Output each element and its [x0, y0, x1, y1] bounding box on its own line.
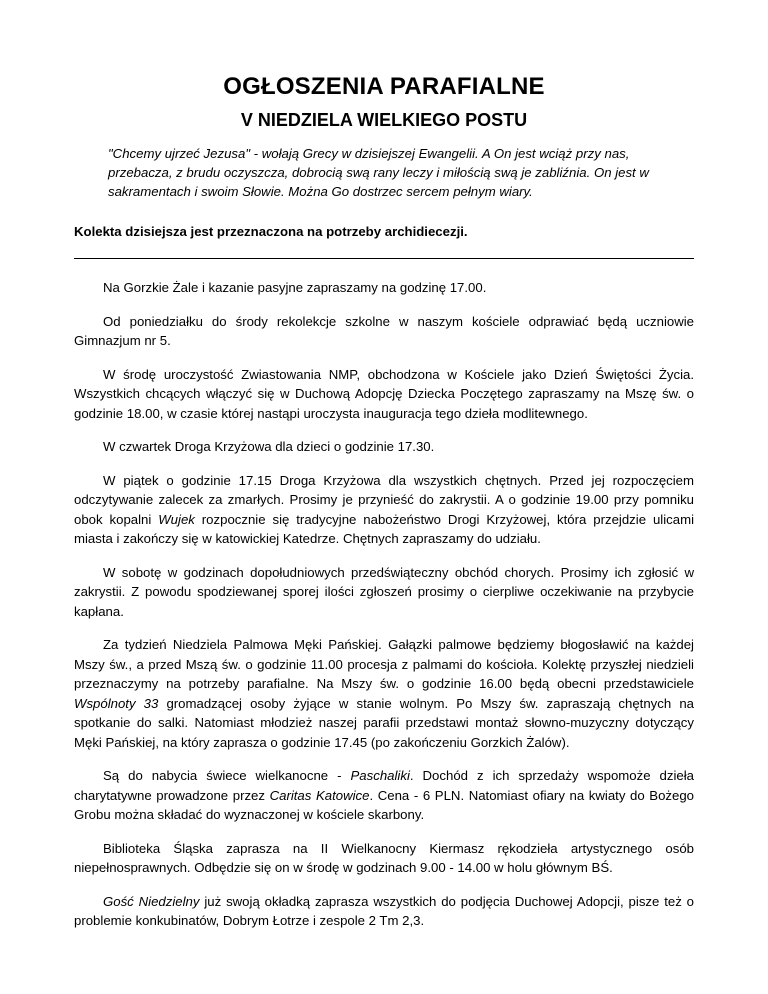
- announcement-text: rozpocznie się tradycyjne nabożeństwo Drogi Krzyżowej, która przejdzie ulicami miasta i zakończy się w katowickiej Katedrze. Chętnych zapraszamy do udziału.: [74, 511, 695, 546]
- gospel-motto: "Chcemy ujrzeć Jezusa" - wołają Grecy w dzisiejszej Ewangelii. A On jest wciąż przy nas, przebacza, z brudu oczyszcza, dobrocią swą rany leczy i miłością swą je zabliźnia. On jest w sakramentach i swoim Słowie. Można Go dostrzec sercem pełnym wiary.: [108, 146, 649, 199]
- announcement-text: Biblioteka Śląska zaprasza na II Wielkanocny Kiermasz rękodzieła artystycznego osób niepełnosprawnych. Odbędzie się on w środę w godzinach 9.00 - 14.00 w holu głównym BŚ.: [74, 840, 694, 875]
- page-title: OGŁOSZENIA PARAFIALNE: [223, 73, 545, 100]
- italic-name: Paschaliki: [350, 768, 410, 783]
- collection-note: Kolekta dzisiejsza jest przeznaczona na potrzeby archidiecezji.: [74, 224, 468, 239]
- announcement-paragraph: [74, 437, 694, 457]
- italic-name: Caritas Katowice: [269, 787, 370, 803]
- announcements-list: [74, 278, 694, 931]
- announcement-text: . Dochód z ich sprzedaży wspomoże dzieła charytatywne prowadzone przez: [74, 768, 694, 803]
- italic-name: Wujek: [158, 511, 195, 527]
- announcement-text: Są do nabycia świece wielkanocne -: [103, 768, 351, 783]
- announcement-page: [74, 72, 694, 945]
- announcement-text: Na Gorzkie Żale i kazanie pasyjne zapraszamy na godzinę 17.00.: [103, 280, 487, 295]
- announcement-text: W piątek o godzinie 17.15 Droga Krzyżowa dla wszystkich chętnych. Przed jej rozpoczęciem odczytywanie zalecek za zmarłych. Prosimy je przynieść do zakrystii. A o godzinie 19.00 przy pomniku obok kopalni: [74, 472, 694, 527]
- announcement-paragraph: [74, 471, 694, 549]
- announcement-text: W środę uroczystość Zwiastowania NMP, obchodzona w Kościele jako Dzień Świętości Życia. Wszystkich chcących włączyć się w Duchową Adopcję Dziecka Poczętego zapraszamy na Mszę św. o godzinie 18.00, w czasie której nastąpi uroczysta inauguracja tego dzieła modlitewnego.: [74, 366, 694, 421]
- page-subtitle: V NIEDZIELA WIELKIEGO POSTU: [240, 110, 528, 130]
- announcement-text: gromadzącej osoby żyjące w stanie wolnym. Po Mszy św. zapraszają chętnych na spotkanie do salki. Natomiast młodzież naszej parafii przedstawi montaż słowno-muzyczny dotyczący Męki Pańskiej, na który zaprasza o godzinie 17.45 (po zakończeniu Gorzkich Żalów).: [74, 695, 694, 750]
- announcement-text: Od poniedziałku do środy rekolekcje szkolne w naszym kościele odprawiać będą uczniowie Gimnazjum nr 5.: [74, 313, 694, 348]
- announcement-text: już swoją okładką zaprasza wszystkich do podjęcia Duchowej Adopcji, pisze też o problemie konkubinatów, Dobrym Łotrze i zespole 2 Tm 2,3.: [74, 893, 694, 928]
- announcement-text: . Cena - 6 PLN. Natomiast ofiary na kwiaty do Bożego Grobu można składać do wyznaczonej w kościele skarbony.: [74, 787, 695, 822]
- announcement-text: W czwartek Droga Krzyżowa dla dzieci o godzinie 17.30.: [103, 439, 435, 454]
- announcement-paragraph: [74, 635, 694, 752]
- announcement-paragraph: [74, 766, 694, 825]
- announcement-paragraph: [74, 365, 694, 424]
- announcement-paragraph: [74, 563, 694, 622]
- italic-name: Gość Niedzielny: [103, 893, 200, 909]
- announcement-paragraph: [74, 839, 694, 878]
- announcement-paragraph: [74, 312, 694, 351]
- divider-line: [74, 258, 694, 259]
- italic-name: Wspólnoty 33: [74, 695, 159, 711]
- announcement-text: Za tydzień Niedziela Palmowa Męki Pańskiej. Gałązki palmowe będziemy błogosławić na każdej Mszy św., a przed Mszą św. o godzinie 11.00 procesja z palmami do kościoła. Kolektę przyszłej niedzieli przeznaczymy na potrzeby parafialne. Na Mszy św. o godzinie 16.00 będą obecni przedstawiciele: [74, 637, 694, 691]
- announcement-paragraph: [74, 278, 694, 298]
- announcement-text: W sobotę w godzinach dopołudniowych przedświąteczny obchód chorych. Prosimy ich zgłosić w zakrystii. Z powodu spodziewanej sporej ilości zgłoszeń prosimy o cierpliwe oczekiwanie na przybycie kapłana.: [74, 564, 694, 619]
- announcement-paragraph: [74, 892, 694, 931]
